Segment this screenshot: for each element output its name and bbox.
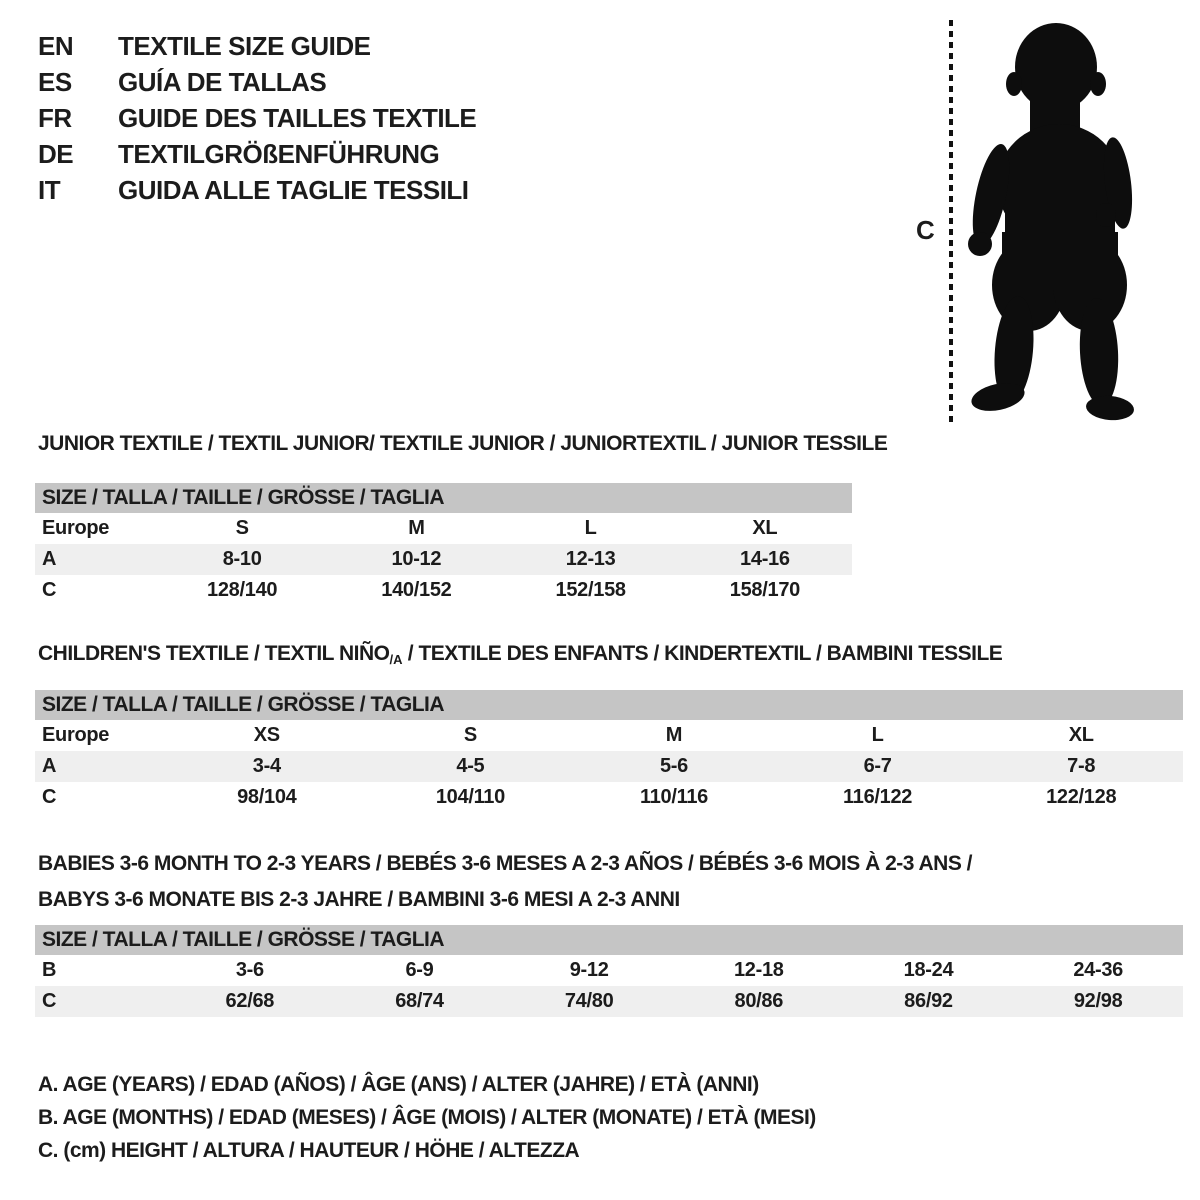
table-cell: 24-36: [1073, 959, 1123, 981]
row-label: C: [42, 990, 57, 1012]
table-cell: L: [871, 724, 884, 746]
lang-row-de: [38, 136, 476, 172]
row-label: Europe: [42, 517, 110, 539]
table-row: [35, 720, 1183, 751]
toddler-silhouette-icon: [960, 20, 1135, 422]
silhouette-shape: [966, 23, 1135, 422]
children-title-prefix: CHILDREN'S TEXTILE / TEXTIL NIÑO: [38, 642, 390, 665]
table-cell: 62/68: [225, 990, 275, 1012]
table-cell: 3-6: [235, 959, 264, 981]
table-header-row: [35, 925, 1183, 955]
babies-title-line2: BABYS 3-6 MONATE BIS 2-3 JAHRE / BAMBINI 3-6 MESI A 2-3 ANNI: [38, 888, 680, 911]
table-cell: 128/140: [207, 579, 278, 601]
lang-title: TEXTILE SIZE GUIDE: [118, 30, 371, 61]
table-cell: 92/98: [1073, 990, 1123, 1012]
table-cell: XS: [253, 724, 280, 746]
table-row: [35, 575, 852, 606]
table-row: [35, 782, 1183, 813]
language-title-list: [38, 28, 476, 208]
row-label: A: [42, 548, 57, 570]
table-cell: L: [584, 517, 597, 539]
height-measure-label: C: [916, 215, 935, 245]
size-header-bar: SIZE / TALLA / TAILLE / GRÖSSE / TAGLIA: [35, 690, 1183, 720]
junior-section-title: JUNIOR TEXTILE / TEXTIL JUNIOR/ TEXTILE JUNIOR / JUNIORTEXTIL / JUNIOR TESSILE: [38, 432, 888, 455]
table-cell: 140/152: [381, 579, 452, 601]
babies-title-line1: BABIES 3-6 MONTH TO 2-3 YEARS / BEBÉS 3-6 MESES A 2-3 AÑOS / BÉBÉS 3-6 MOIS À 2-3 ANS /: [38, 852, 973, 875]
row-label: B: [42, 959, 57, 981]
table-cell: 4-5: [456, 755, 485, 777]
table-cell: 9-12: [569, 959, 609, 981]
table-cell: 80/86: [734, 990, 784, 1012]
table-header-row: [35, 690, 1183, 720]
legend: [38, 1068, 816, 1167]
table-cell: 12-13: [565, 548, 616, 570]
table-cell: 74/80: [564, 990, 614, 1012]
babies-size-table: [35, 925, 1183, 1017]
table-cell: 152/158: [555, 579, 626, 601]
babies-section-title: [38, 846, 972, 918]
table-cell: 158/170: [729, 579, 800, 601]
lang-row-es: [38, 64, 476, 100]
lang-title: GUÍA DE TALLAS: [118, 66, 327, 97]
table-cell: XL: [752, 517, 778, 539]
lang-row-it: [38, 172, 476, 208]
lang-code: FR: [38, 102, 72, 133]
table-cell: 12-18: [733, 959, 784, 981]
table-row: [35, 513, 852, 544]
table-cell: 122/128: [1046, 786, 1117, 808]
table-row: [35, 955, 1183, 986]
table-cell: 6-7: [863, 755, 892, 777]
table-cell: 110/116: [639, 786, 708, 808]
table-cell: 98/104: [237, 786, 297, 808]
table-cell: S: [235, 517, 249, 539]
junior-size-table: [35, 483, 852, 606]
table-row: [35, 986, 1183, 1017]
table-cell: 116/122: [843, 786, 913, 808]
children-title-subscript: /A: [389, 652, 403, 667]
lang-code: ES: [38, 66, 72, 97]
table-cell: 14-16: [740, 548, 790, 570]
table-cell: M: [665, 724, 683, 746]
lang-code: EN: [38, 30, 74, 61]
row-label: A: [42, 755, 57, 777]
table-cell: XL: [1068, 724, 1094, 746]
row-label: C: [42, 579, 57, 601]
table-cell: M: [408, 517, 425, 539]
lang-title: TEXTILGRÖßENFÜHRUNG: [118, 138, 440, 169]
table-cell: 104/110: [435, 786, 505, 808]
legend-line-c: C. (cm) HEIGHT / ALTURA / HAUTEUR / HÖHE / ALTEZZA: [38, 1139, 580, 1162]
children-size-table: [35, 690, 1183, 813]
table-cell: 68/74: [395, 990, 444, 1012]
table-row: [35, 751, 1183, 782]
table-cell: 5-6: [659, 755, 688, 777]
table-row: [35, 544, 852, 575]
table-cell: 3-4: [252, 755, 281, 777]
size-header-bar: SIZE / TALLA / TAILLE / GRÖSSE / TAGLIA: [35, 925, 1183, 955]
table-cell: 10-12: [391, 548, 442, 570]
children-section-title: [38, 642, 1002, 667]
legend-line-a: A. AGE (YEARS) / EDAD (AÑOS) / ÂGE (ANS) / ALTER (JAHRE) / ETÀ (ANNI): [38, 1073, 759, 1096]
lang-title: GUIDA ALLE TAGLIE TESSILI: [118, 174, 469, 205]
table-cell: 18-24: [903, 959, 954, 981]
size-header-bar: SIZE / TALLA / TAILLE / GRÖSSE / TAGLIA: [35, 483, 852, 513]
row-label: Europe: [42, 724, 110, 746]
table-cell: 6-9: [405, 959, 434, 981]
table-cell: 7-8: [1067, 755, 1096, 777]
table-cell: S: [463, 724, 477, 746]
lang-title: GUIDE DES TAILLES TEXTILE: [118, 102, 477, 133]
children-title-suffix: / TEXTILE DES ENFANTS / KINDERTEXTIL / BAMBINI TESSILE: [402, 642, 1003, 665]
lang-row-en: [38, 28, 476, 64]
legend-line-b: B. AGE (MONTHS) / EDAD (MESES) / ÂGE (MOIS) / ALTER (MONATE) / ETÀ (MESI): [38, 1106, 816, 1129]
row-label: C: [42, 786, 57, 808]
table-header-row: [35, 483, 852, 513]
table-cell: 8-10: [222, 548, 262, 570]
lang-code: DE: [38, 138, 74, 169]
height-measure-dashed-line: [949, 20, 953, 422]
lang-code: IT: [38, 174, 61, 205]
table-cell: 86/92: [904, 990, 953, 1012]
lang-row-fr: [38, 100, 476, 136]
